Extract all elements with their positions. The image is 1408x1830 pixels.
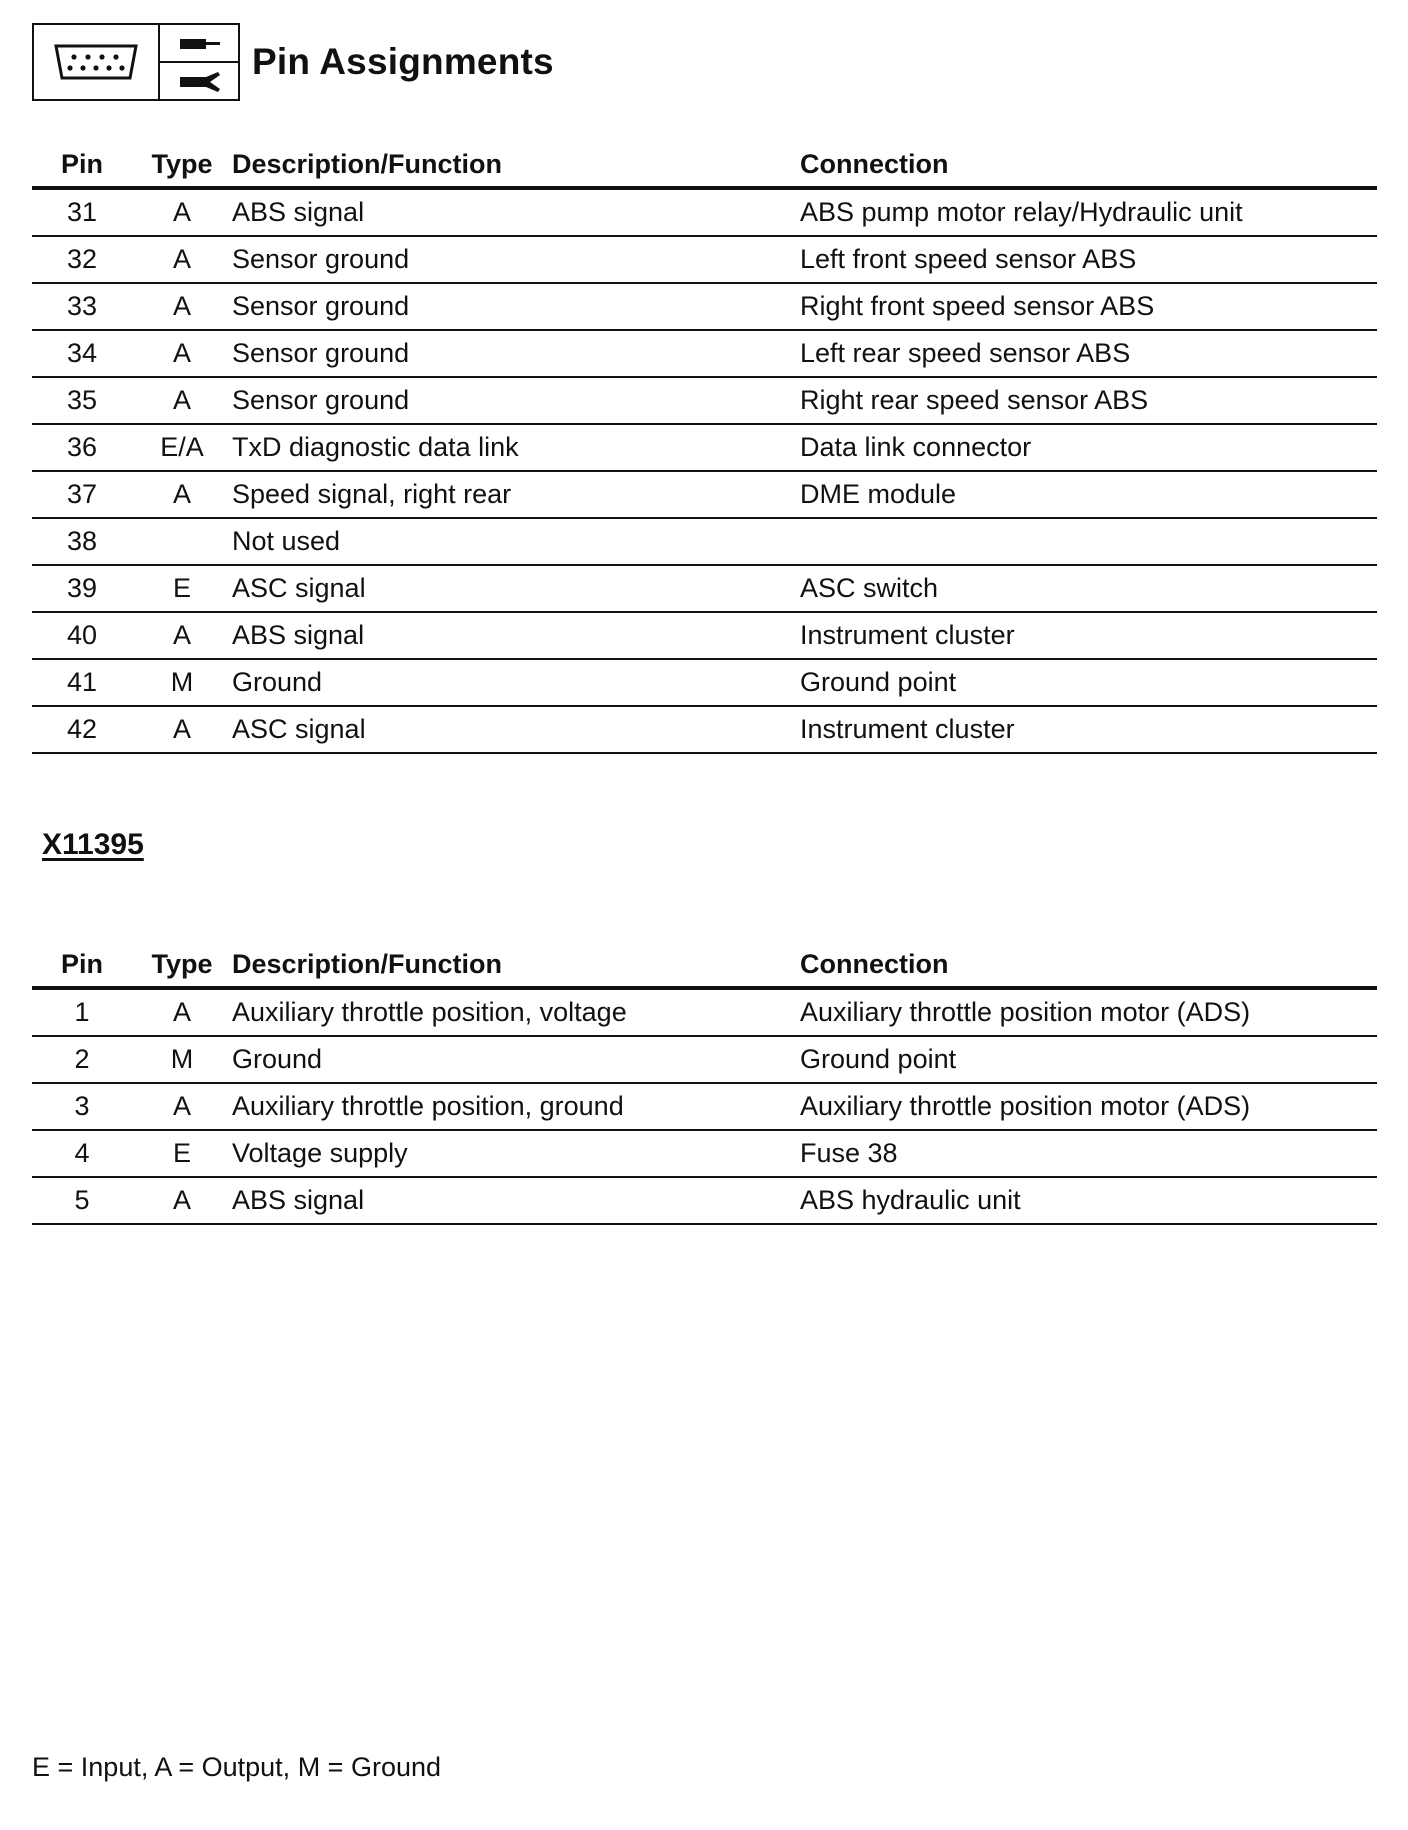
- cell-pin: 42: [32, 706, 132, 753]
- cell-pin: 37: [32, 471, 132, 518]
- pin-table-1: [32, 140, 1377, 754]
- column-header-description: Description/Function: [232, 940, 800, 988]
- cell-pin: 1: [32, 988, 132, 1036]
- cell-pin: 31: [32, 188, 132, 236]
- cell-type: M: [132, 659, 232, 706]
- table-row: [32, 424, 1377, 471]
- cell-connection: DME module: [800, 471, 1377, 518]
- table-row: [32, 988, 1377, 1036]
- cell-description: Auxiliary throttle position, voltage: [232, 988, 800, 1036]
- cell-type: A: [132, 471, 232, 518]
- section-label: X11395: [42, 828, 144, 861]
- column-header-type: Type: [132, 940, 232, 988]
- table-row: [32, 612, 1377, 659]
- pin-male-icon: [160, 25, 238, 63]
- cell-connection: ABS hydraulic unit: [800, 1177, 1377, 1224]
- cell-type: M: [132, 1036, 232, 1083]
- table-row: [32, 706, 1377, 753]
- cell-description: Sensor ground: [232, 283, 800, 330]
- cell-pin: 3: [32, 1083, 132, 1130]
- cell-connection: Ground point: [800, 659, 1377, 706]
- cell-connection: Instrument cluster: [800, 706, 1377, 753]
- cell-pin: 38: [32, 518, 132, 565]
- cell-pin: 35: [32, 377, 132, 424]
- cell-type: A: [132, 612, 232, 659]
- cell-pin: 5: [32, 1177, 132, 1224]
- cell-connection: [800, 518, 1377, 565]
- page-header: [32, 22, 554, 102]
- column-header-type: Type: [132, 140, 232, 188]
- table-row: [32, 1036, 1377, 1083]
- column-header-pin: Pin: [32, 140, 132, 188]
- table-header-row: [32, 940, 1377, 988]
- cell-description: Sensor ground: [232, 330, 800, 377]
- cell-pin: 2: [32, 1036, 132, 1083]
- table-row: [32, 236, 1377, 283]
- cell-connection: Instrument cluster: [800, 612, 1377, 659]
- column-header-description: Description/Function: [232, 140, 800, 188]
- table-row: [32, 330, 1377, 377]
- cell-connection: ASC switch: [800, 565, 1377, 612]
- table-row: [32, 518, 1377, 565]
- cell-pin: 34: [32, 330, 132, 377]
- type-legend: E = Input, A = Output, M = Ground: [32, 1752, 442, 1782]
- cell-connection: Auxiliary throttle position motor (ADS): [800, 988, 1377, 1036]
- connector-icon: [34, 25, 160, 99]
- table-row: [32, 565, 1377, 612]
- cell-description: ASC signal: [232, 706, 800, 753]
- cell-pin: 36: [32, 424, 132, 471]
- cell-pin: 39: [32, 565, 132, 612]
- column-header-pin: Pin: [32, 940, 132, 988]
- cell-type: A: [132, 706, 232, 753]
- cell-pin: 41: [32, 659, 132, 706]
- cell-type: E: [132, 1130, 232, 1177]
- cell-connection: Left rear speed sensor ABS: [800, 330, 1377, 377]
- table-row: [32, 471, 1377, 518]
- cell-type: A: [132, 283, 232, 330]
- cell-description: Ground: [232, 659, 800, 706]
- cell-type: A: [132, 988, 232, 1036]
- pin-table-2: [32, 940, 1377, 1225]
- cell-description: Sensor ground: [232, 236, 800, 283]
- cell-description: Voltage supply: [232, 1130, 800, 1177]
- cell-description: Speed signal, right rear: [232, 471, 800, 518]
- page-title: Pin Assignments: [252, 41, 554, 82]
- column-header-connection: Connection: [800, 140, 1377, 188]
- cell-pin: 33: [32, 283, 132, 330]
- cell-description: ABS signal: [232, 188, 800, 236]
- cell-type: A: [132, 236, 232, 283]
- cell-type: A: [132, 377, 232, 424]
- table-header-row: [32, 140, 1377, 188]
- cell-type: A: [132, 330, 232, 377]
- connector-symbol-box: [32, 23, 240, 101]
- cell-connection: Right front speed sensor ABS: [800, 283, 1377, 330]
- cell-type: A: [132, 1177, 232, 1224]
- table-row: [32, 659, 1377, 706]
- cell-pin: 4: [32, 1130, 132, 1177]
- cell-pin: 32: [32, 236, 132, 283]
- pin-female-icon: [160, 63, 238, 99]
- cell-connection: ABS pump motor relay/Hydraulic unit: [800, 188, 1377, 236]
- cell-type: A: [132, 1083, 232, 1130]
- cell-connection: Right rear speed sensor ABS: [800, 377, 1377, 424]
- table-row: [32, 283, 1377, 330]
- table-body: [32, 188, 1377, 753]
- cell-type: [132, 518, 232, 565]
- table-body: [32, 988, 1377, 1224]
- cell-connection: Fuse 38: [800, 1130, 1377, 1177]
- table-row: [32, 188, 1377, 236]
- cell-pin: 40: [32, 612, 132, 659]
- cell-description: ABS signal: [232, 612, 800, 659]
- table-row: [32, 1130, 1377, 1177]
- cell-description: Auxiliary throttle position, ground: [232, 1083, 800, 1130]
- cell-description: Ground: [232, 1036, 800, 1083]
- cell-type: A: [132, 188, 232, 236]
- cell-connection: Auxiliary throttle position motor (ADS): [800, 1083, 1377, 1130]
- table-row: [32, 1083, 1377, 1130]
- cell-type: E/A: [132, 424, 232, 471]
- column-header-connection: Connection: [800, 940, 1377, 988]
- cell-description: Not used: [232, 518, 800, 565]
- cell-description: Sensor ground: [232, 377, 800, 424]
- cell-type: E: [132, 565, 232, 612]
- table-row: [32, 1177, 1377, 1224]
- cell-description: ABS signal: [232, 1177, 800, 1224]
- table-row: [32, 377, 1377, 424]
- cell-connection: Ground point: [800, 1036, 1377, 1083]
- cell-description: TxD diagnostic data link: [232, 424, 800, 471]
- cell-description: ASC signal: [232, 565, 800, 612]
- cell-connection: Data link connector: [800, 424, 1377, 471]
- cell-connection: Left front speed sensor ABS: [800, 236, 1377, 283]
